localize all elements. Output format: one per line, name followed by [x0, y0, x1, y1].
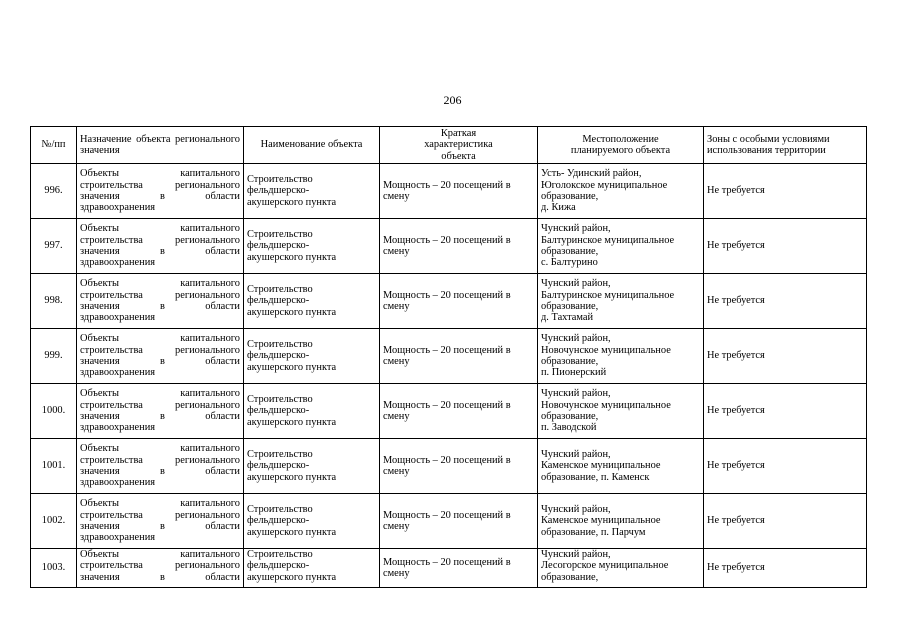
- table-header-row: [31, 127, 867, 164]
- cell-location: Чунский район, Лесогорское муниципальное образование,: [538, 549, 704, 588]
- cell-name: Строительство фельдшерско- акушерского пункта: [244, 439, 380, 494]
- cell-characteristics: Мощность – 20 посещений в смену: [380, 164, 538, 219]
- cell-zones: Не требуется: [704, 384, 867, 439]
- header-zones: Зоны с особыми условиями использования территории: [704, 127, 867, 164]
- page-number: 206: [443, 93, 462, 107]
- cell-location: Чунский район, Балтуринское муниципальное образование, с. Балтурино: [538, 219, 704, 274]
- cell-name: Строительство фельдшерско- акушерского пункта: [244, 494, 380, 549]
- cell-num: 999.: [31, 329, 77, 384]
- cell-purpose: Объекты капитального строительства регионального значения в области здравоохранения: [77, 219, 244, 274]
- cell-name: Строительство фельдшерско- акушерского пункта: [244, 219, 380, 274]
- header-name: Наименование объекта: [244, 127, 380, 164]
- cell-purpose: Объекты капитального строительства регионального значения в области здравоохранения: [77, 384, 244, 439]
- cell-location: Чунский район, Каменское муниципальное образование, п. Каменск: [538, 439, 704, 494]
- cell-location: Чунский район, Новочунское муниципальное образование, п. Пионерский: [538, 329, 704, 384]
- table-row: [31, 384, 867, 439]
- cell-name: Строительство фельдшерско- акушерского пункта: [244, 384, 380, 439]
- cell-purpose: Объекты капитального строительства регионального значения в области здравоохранения: [77, 494, 244, 549]
- cell-num: 1000.: [31, 384, 77, 439]
- cell-characteristics: Мощность – 20 посещений в смену: [380, 494, 538, 549]
- cell-zones: Не требуется: [704, 164, 867, 219]
- table-row: [31, 549, 867, 588]
- cell-characteristics: Мощность – 20 посещений в смену: [380, 274, 538, 329]
- cell-location: Чунский район, Новочунское муниципальное образование, п. Заводской: [538, 384, 704, 439]
- cell-name: Строительство фельдшерско- акушерского пункта: [244, 329, 380, 384]
- cell-zones: Не требуется: [704, 549, 867, 588]
- cell-purpose: Объекты капитального строительства регионального значения в области здравоохранения: [77, 274, 244, 329]
- regional-objects-table: [30, 126, 867, 588]
- header-purpose: Назначение объекта регионального значения: [77, 127, 244, 164]
- cell-location: Чунский район, Балтуринское муниципальное образование, д. Тахтамай: [538, 274, 704, 329]
- table-row: [31, 164, 867, 219]
- cell-purpose: Объекты капитального строительства регионального значения в области здравоохранения: [77, 439, 244, 494]
- cell-zones: Не требуется: [704, 439, 867, 494]
- cell-purpose: Объекты капитального строительства регионального значения в области здравоохранения: [77, 329, 244, 384]
- cell-num: 1003.: [31, 549, 77, 588]
- cell-characteristics: Мощность – 20 посещений в смену: [380, 384, 538, 439]
- cell-zones: Не требуется: [704, 494, 867, 549]
- cell-num: 997.: [31, 219, 77, 274]
- cell-num: 1002.: [31, 494, 77, 549]
- cell-zones: Не требуется: [704, 329, 867, 384]
- cell-name: Строительство фельдшерско- акушерского пункта: [244, 549, 380, 588]
- cell-purpose: Объекты капитального строительства регионального значения в области: [77, 549, 244, 588]
- table-row: [31, 329, 867, 384]
- cell-num: 996.: [31, 164, 77, 219]
- cell-zones: Не требуется: [704, 219, 867, 274]
- cell-zones: Не требуется: [704, 274, 867, 329]
- cell-location: Чунский район, Каменское муниципальное образование, п. Парчум: [538, 494, 704, 549]
- cell-location: Усть- Удинский район, Юголокское муниципальное образование, д. Кижа: [538, 164, 704, 219]
- cell-characteristics: Мощность – 20 посещений в смену: [380, 439, 538, 494]
- table-row: [31, 494, 867, 549]
- table-row: [31, 274, 867, 329]
- cell-name: Строительство фельдшерско- акушерского пункта: [244, 164, 380, 219]
- cell-num: 998.: [31, 274, 77, 329]
- header-num: №/пп: [31, 127, 77, 164]
- table-row: [31, 219, 867, 274]
- header-characteristics: Краткая характеристика объекта: [380, 127, 538, 164]
- cell-characteristics: Мощность – 20 посещений в смену: [380, 329, 538, 384]
- cell-purpose: Объекты капитального строительства регионального значения в области здравоохранения: [77, 164, 244, 219]
- cell-name: Строительство фельдшерско- акушерского пункта: [244, 274, 380, 329]
- table-row: [31, 439, 867, 494]
- cell-characteristics: Мощность – 20 посещений в смену: [380, 549, 538, 588]
- header-location: Местоположение планируемого объекта: [538, 127, 704, 164]
- cell-num: 1001.: [31, 439, 77, 494]
- cell-characteristics: Мощность – 20 посещений в смену: [380, 219, 538, 274]
